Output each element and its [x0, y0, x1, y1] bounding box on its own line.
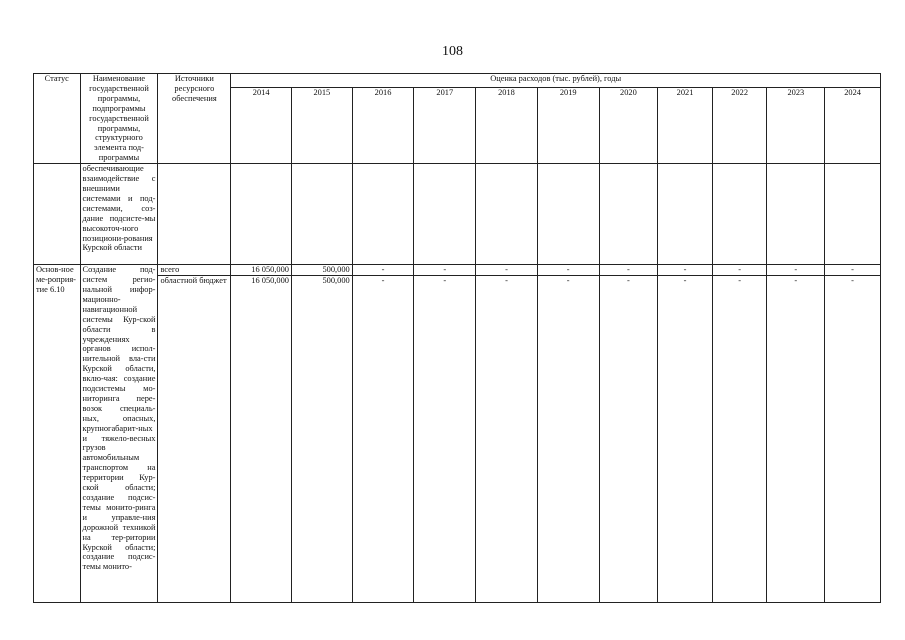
- value-cell: -: [767, 276, 825, 603]
- value-cell: -: [414, 276, 476, 603]
- value-cell: -: [476, 276, 538, 603]
- value-cell: -: [658, 276, 713, 603]
- value-cell: 16 050,000: [231, 276, 292, 603]
- source-total: всего: [158, 265, 231, 276]
- value-cell: -: [712, 276, 767, 603]
- value-cell: -: [712, 265, 767, 276]
- value-cell: -: [537, 276, 599, 603]
- year-header: 2024: [825, 87, 881, 163]
- year-header: 2015: [291, 87, 352, 163]
- value-cell: 500,000: [291, 265, 352, 276]
- year-header: 2020: [599, 87, 658, 163]
- continuation-text: обеспечивающие взаимодействие с внешними системами и под-системами, соз-дание подсисте-мы высокоточ-ного позициони-рования Курской области: [80, 164, 158, 265]
- source-regional: областной бюджет: [158, 276, 231, 603]
- expenditure-table: [33, 73, 881, 603]
- year-header: 2016: [352, 87, 414, 163]
- value-cell: -: [352, 265, 414, 276]
- year-header: 2021: [658, 87, 713, 163]
- value-cell: -: [476, 265, 538, 276]
- status-cell: Основ-ное ме-роприя-тие 6.10: [34, 265, 81, 603]
- value-cell: 16 050,000: [231, 265, 292, 276]
- value-cell: -: [825, 265, 881, 276]
- table-row: [34, 276, 881, 603]
- table-row: [34, 164, 881, 265]
- year-header: 2018: [476, 87, 538, 163]
- measure-description: Создание под-систем регио-нальной инфор-мационно-навигационной системы Кур-ской области в учреждениях органов испол-нительной вла-сти Курской области, вклю-чая: создание подсистемы мо-ниторинга пере-возок специаль-ных, опасных, крупногабарит-ных и тяжело-весных грузов автомобильным транспортом на территории Кур-ской области; создание подсис-темы монито-ринга и управле-ния дорожной техникой на тер-ритории Курской области; создание подсис-темы монито-: [80, 265, 158, 603]
- value-cell: -: [537, 265, 599, 276]
- header-status: Статус: [34, 74, 81, 164]
- value-cell: 500,000: [291, 276, 352, 603]
- value-cell: -: [767, 265, 825, 276]
- year-header: 2017: [414, 87, 476, 163]
- value-cell: -: [599, 276, 658, 603]
- header-name: Наименование государственной программы, подпрограммы государственной программы, структурного элемента под-программы: [80, 74, 158, 164]
- value-cell: -: [414, 265, 476, 276]
- value-cell: -: [599, 265, 658, 276]
- table-row: [34, 265, 881, 276]
- page-number: 108: [442, 44, 463, 59]
- empty-cell: [158, 164, 231, 265]
- header-estimate: Оценка расходов (тыс. рублей), годы: [231, 74, 881, 88]
- header-sources: Источники ресурсного обеспечения: [158, 74, 231, 164]
- value-cell: -: [825, 276, 881, 603]
- year-header: 2022: [712, 87, 767, 163]
- year-header: 2023: [767, 87, 825, 163]
- empty-cell: [34, 164, 81, 265]
- year-header: 2019: [537, 87, 599, 163]
- value-cell: -: [352, 276, 414, 603]
- year-header: 2014: [231, 87, 292, 163]
- value-cell: -: [658, 265, 713, 276]
